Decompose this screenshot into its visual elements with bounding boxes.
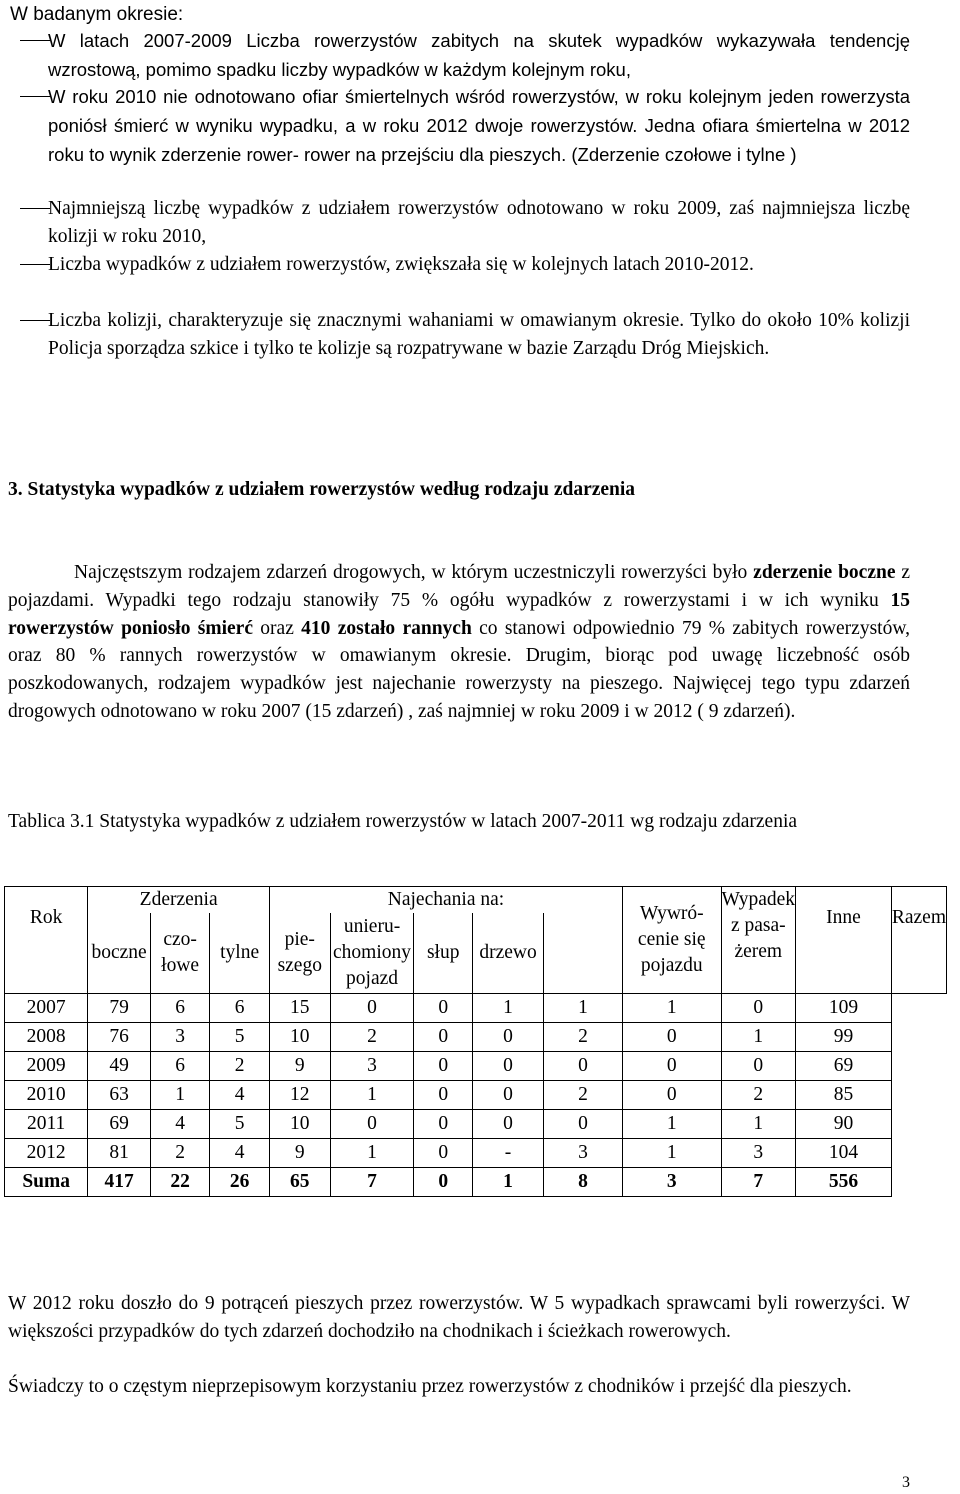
table-row [5, 1022, 947, 1051]
table-row [5, 1167, 947, 1196]
header-czolowe: czo-łowe [150, 913, 209, 993]
accident-statistics-table [4, 886, 947, 1197]
table-cell: 6 [150, 1051, 209, 1080]
emphasis-text: 15 rowerzystów poniosło śmierć [8, 589, 910, 639]
header-razem: Razem [891, 887, 946, 994]
table-cell: 63 [88, 1080, 151, 1109]
table-cell: 1 [623, 1109, 722, 1138]
table-cell: 2 [544, 1022, 623, 1051]
section-title: 3. Statystyka wypadków z udziałem rowerzystów według rodzaju zdarzenia [8, 479, 636, 500]
header-najechania: Najechania na: [269, 887, 622, 914]
bullet-item [10, 27, 910, 83]
header-wypadek: Wypadek z pasa-żerem [721, 887, 796, 994]
table-cell: 1 [472, 1167, 543, 1196]
row-label-cell: 2010 [5, 1080, 88, 1109]
table-row [5, 1080, 947, 1109]
table-cell: 0 [472, 1051, 543, 1080]
header-slup: słup [414, 913, 472, 993]
table-cell: 0 [623, 1051, 722, 1080]
table-cell: 3 [544, 1138, 623, 1167]
table-cell: 10 [269, 1022, 330, 1051]
row-label-cell: 2011 [5, 1109, 88, 1138]
closing-paragraph: W 2012 roku doszło do 9 potrąceń pieszych przez rowerzystów. W 5 wypadkach sprawcami byli rowerzyści. W większości przypadków do tych zdarzeń dochodziło na chodnikach i ścieżkach rowerowych. [8, 1293, 910, 1342]
intro-heading: W badanym okresie: [10, 4, 184, 25]
bullet-text: Najmniejszą liczbę wypadków z udziałem rowerzystów odnotowano w roku 2009, zaś najmniejsza liczbę kolizji w roku 2010, [48, 198, 910, 247]
paragraph-text: co stanowi odpowiednio 79 % zabitych rowerzystów, oraz 80 % rannych rowerzystów w omawianym okresie. Drugim, biorąc pod uwagę liczebność osób poszkodowanych, rodzajem wypadków jest najechanie rowerzysty na pieszego. Najwięcej tego typu zdarzeń drogowych odnotowano w roku 2007 (15 zdarzeń) , zaś najmniej w roku 2009 i w 2012 ( 9 zdarzeń). [8, 617, 911, 722]
table-cell: 4 [150, 1109, 209, 1138]
section-paragraph [8, 559, 910, 726]
paragraph-text: Najczęstszym rodzajem zdarzeń drogowych, w którym uczestniczyli rowerzyści było [74, 562, 754, 583]
table-cell: 2 [210, 1051, 270, 1080]
header-drzewo: drzewo [472, 913, 543, 993]
bullet-text: Liczba wypadków z udziałem rowerzystów, zwiększała się w kolejnych latach 2010-2012. [48, 254, 754, 275]
table-cell: 4 [210, 1080, 270, 1109]
closing-paragraph-2: Świadczy to o częstym nieprzepisowym korzystaniu przez rowerzystów z chodników i przejść dla pieszych. [8, 1376, 852, 1397]
table-cell: 5 [210, 1109, 270, 1138]
table-cell: 26 [210, 1167, 270, 1196]
table-body [5, 993, 947, 1196]
intro-bullet-list [10, 27, 910, 363]
table-cell: 109 [796, 993, 892, 1022]
row-label-cell: 2008 [5, 1022, 88, 1051]
table-row [5, 1051, 947, 1080]
table-cell: 99 [796, 1022, 892, 1051]
table-cell: 0 [544, 1051, 623, 1080]
header-wywrocenie: Wywró-cenie się pojazdu [623, 887, 722, 994]
header-rok: Rok [5, 887, 88, 994]
dash-icon [20, 40, 50, 41]
dash-icon [20, 96, 50, 97]
table-cell: 0 [414, 1080, 472, 1109]
row-label-cell: Suma [5, 1167, 88, 1196]
table-cell: 0 [472, 1080, 543, 1109]
table-cell: 3 [150, 1022, 209, 1051]
table-cell: 0 [544, 1109, 623, 1138]
table-cell: 3 [721, 1138, 796, 1167]
dash-icon [20, 264, 50, 265]
bullet-item [10, 83, 910, 195]
row-label-cell: 2012 [5, 1138, 88, 1167]
table-cell: 5 [210, 1022, 270, 1051]
table-cell: 0 [472, 1022, 543, 1051]
paragraph-text: z pojazdami. Wypadki tego rodzaju stanowiły 75 % ogółu wypadków z rowerzystami i w ich wyniku [8, 562, 910, 611]
dash-icon [20, 320, 50, 321]
table-cell: 3 [330, 1051, 414, 1080]
table-cell: 15 [269, 993, 330, 1022]
table-cell: 69 [796, 1051, 892, 1080]
table-cell: 417 [88, 1167, 151, 1196]
bullet-item [10, 307, 910, 363]
header-tylne: tylne [210, 913, 270, 993]
bullet-text: W latach 2007-2009 Liczba rowerzystów zabitych na skutek wypadków wykazywała tendencję wzrostową, pomimo spadku liczby wypadków w każdym kolejnym roku, [48, 30, 910, 80]
row-label-cell: 2007 [5, 993, 88, 1022]
table-cell: 1 [330, 1138, 414, 1167]
table-cell: 65 [269, 1167, 330, 1196]
header-boczne: boczne [88, 913, 151, 993]
table-cell: 9 [269, 1051, 330, 1080]
table-cell: 7 [330, 1167, 414, 1196]
table-cell: 12 [269, 1080, 330, 1109]
table-cell: 0 [414, 1138, 472, 1167]
table-cell: 49 [88, 1051, 151, 1080]
bullet-text: W roku 2010 nie odnotowano ofiar śmiertelnych wśród rowerzystów, w roku kolejnym jeden rowerzysta poniósł śmierć w wyniku wypadku, a w roku 2012 dwoje rowerzystów. Jedna ofiara śmiertelna w 2012 roku to wynik zderzenie rower- rower na przejściu dla pieszych. [48, 86, 910, 165]
table-cell: 1 [472, 993, 543, 1022]
table-cell: 0 [414, 1109, 472, 1138]
header-pieszego: pie-szego [269, 913, 330, 993]
table-cell: 556 [796, 1167, 892, 1196]
table-cell: 76 [88, 1022, 151, 1051]
table-cell: 2 [150, 1138, 209, 1167]
table-cell: 2 [721, 1080, 796, 1109]
table-cell: - [472, 1138, 543, 1167]
table-cell: 0 [414, 1022, 472, 1051]
bullet-text: Liczba kolizji, charakteryzuje się znacznymi wahaniami w omawianym okresie. Tylko do około 10% kolizji Policja sporządza szkice i tylko te kolizje są rozpatrywane w bazie Zarządu Dróg Miejskich. [48, 310, 910, 359]
table-cell: 6 [150, 993, 209, 1022]
table-cell: 0 [414, 993, 472, 1022]
table-cell: 0 [623, 1022, 722, 1051]
table-cell: 0 [414, 1051, 472, 1080]
header-inne: Inne [796, 887, 892, 994]
table-cell: 1 [330, 1080, 414, 1109]
paragraph-text: oraz [252, 617, 302, 639]
table-row [5, 1109, 947, 1138]
table-cell: 0 [721, 993, 796, 1022]
row-label-cell: 2009 [5, 1051, 88, 1080]
table-cell: 0 [623, 1080, 722, 1109]
table-cell: 2 [330, 1022, 414, 1051]
table-row [5, 993, 947, 1022]
table-cell: 0 [330, 1109, 414, 1138]
table-cell: 1 [544, 993, 623, 1022]
table-cell: 7 [721, 1167, 796, 1196]
bullet-item [10, 251, 910, 307]
table-cell: 1 [623, 993, 722, 1022]
table-cell: 79 [88, 993, 151, 1022]
table-cell: 1 [623, 1138, 722, 1167]
dash-icon [20, 208, 50, 209]
table-cell: 0 [414, 1167, 472, 1196]
table-cell: 22 [150, 1167, 209, 1196]
bullet-text-tail: (Zderzenie czołowe i tylne ) [566, 143, 797, 165]
header-zderzenia: Zderzenia [88, 887, 270, 914]
table-cell: 10 [269, 1109, 330, 1138]
table-cell: 104 [796, 1138, 892, 1167]
header-unieruchomiony: unieru-chomiony pojazd [330, 913, 414, 993]
table-cell: 6 [210, 993, 270, 1022]
table-cell: 0 [721, 1051, 796, 1080]
emphasis-text: 410 zostało rannych [301, 617, 472, 639]
table-cell: 85 [796, 1080, 892, 1109]
table-cell: 1 [721, 1022, 796, 1051]
table-row [5, 1138, 947, 1167]
emphasis-text: zderzenie boczne [753, 562, 896, 583]
table-cell: 4 [210, 1138, 270, 1167]
table-caption: Tablica 3.1 Statystyka wypadków z udziałem rowerzystów w latach 2007-2011 wg rodzaju zdarzenia [8, 811, 798, 832]
table-cell: 69 [88, 1109, 151, 1138]
bullet-item [10, 195, 910, 251]
table-cell: 1 [150, 1080, 209, 1109]
table-cell: 0 [330, 993, 414, 1022]
table-cell: 1 [721, 1109, 796, 1138]
table-cell: 2 [544, 1080, 623, 1109]
table-cell: 8 [544, 1167, 623, 1196]
table-cell: 9 [269, 1138, 330, 1167]
table-cell: 90 [796, 1109, 892, 1138]
table-cell: 3 [623, 1167, 722, 1196]
page-number: 3 [902, 1474, 910, 1491]
table-cell: 0 [472, 1109, 543, 1138]
table-cell: 81 [88, 1138, 151, 1167]
